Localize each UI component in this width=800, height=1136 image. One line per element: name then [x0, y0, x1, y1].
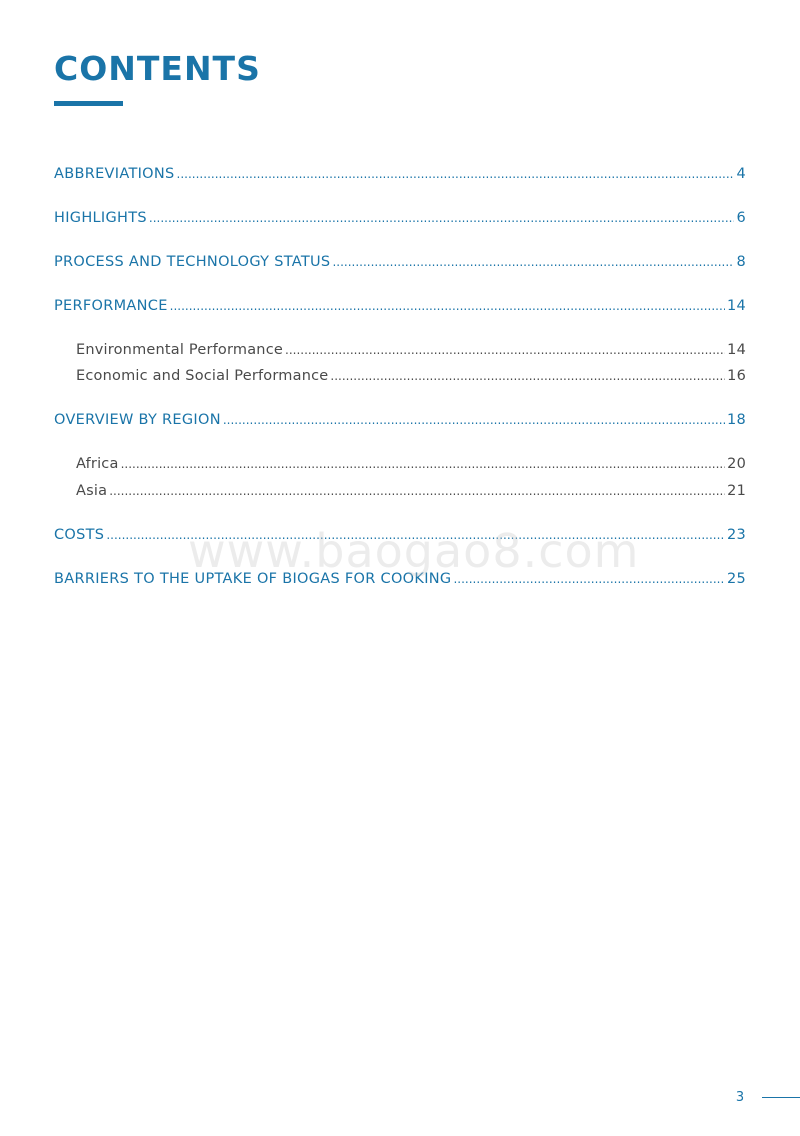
toc-entry-process-and-technology-status[interactable] — [54, 251, 746, 273]
toc-entry-barriers-to-uptake[interactable] — [54, 568, 746, 590]
toc-entry-label: BARRIERS TO THE UPTAKE OF BIOGAS FOR COOKING — [54, 571, 452, 587]
toc-entry-page: 8 — [736, 254, 746, 270]
toc-entry-page: 25 — [726, 571, 746, 587]
toc-entry-page: 21 — [727, 483, 746, 499]
footer-rule — [762, 1097, 800, 1098]
dot-leader — [109, 480, 725, 502]
toc-entry-label: Economic and Social Performance — [76, 368, 329, 384]
toc-entry-label: PROCESS AND TECHNOLOGY STATUS — [54, 254, 331, 270]
dot-leader — [285, 339, 725, 361]
toc-entry-page: 20 — [727, 456, 746, 472]
toc-entry-label: Asia — [76, 483, 108, 499]
toc-entry-asia[interactable] — [76, 480, 746, 502]
toc-entry-economic-and-social-performance[interactable] — [76, 365, 746, 387]
toc-entry-label: Africa — [76, 456, 119, 472]
dot-leader — [121, 453, 726, 475]
toc-entry-label: HIGHLIGHTS — [54, 210, 147, 226]
toc-entry-page: 16 — [727, 368, 746, 384]
toc-entry-label: COSTS — [54, 527, 105, 543]
toc-entry-page: 6 — [736, 210, 746, 226]
toc-entry-label: ABBREVIATIONS — [54, 166, 175, 182]
toc-entry-africa[interactable] — [76, 453, 746, 475]
toc-entry-overview-by-region[interactable] — [54, 409, 746, 431]
dot-leader — [453, 568, 724, 590]
dot-leader — [106, 524, 725, 546]
page-number: 3 — [735, 1090, 745, 1105]
toc-entry-page: 18 — [726, 412, 746, 428]
toc-entry-page: 4 — [736, 166, 746, 182]
toc-entry-label: OVERVIEW BY REGION — [54, 412, 221, 428]
dot-leader — [330, 365, 725, 387]
toc-entry-costs[interactable] — [54, 524, 746, 546]
toc-entry-page: 23 — [726, 527, 746, 543]
page-title: CONTENTS — [54, 49, 261, 88]
watermark: www.baogao8.com — [188, 524, 640, 578]
toc-entry-abbreviations[interactable] — [54, 163, 746, 185]
toc-entry-label: PERFORMANCE — [54, 298, 168, 314]
toc-entry-highlights[interactable] — [54, 207, 746, 229]
dot-leader — [177, 163, 735, 185]
toc-entry-label: Environmental Performance — [76, 342, 283, 358]
title-underline — [54, 101, 123, 106]
dot-leader — [332, 251, 734, 273]
dot-leader — [149, 207, 735, 229]
dot-leader — [223, 409, 725, 431]
toc-entry-performance[interactable] — [54, 295, 746, 317]
toc-entry-page: 14 — [727, 342, 746, 358]
dot-leader — [170, 295, 725, 317]
toc-entry-page: 14 — [726, 298, 746, 314]
toc-entry-environmental-performance[interactable] — [76, 339, 746, 361]
